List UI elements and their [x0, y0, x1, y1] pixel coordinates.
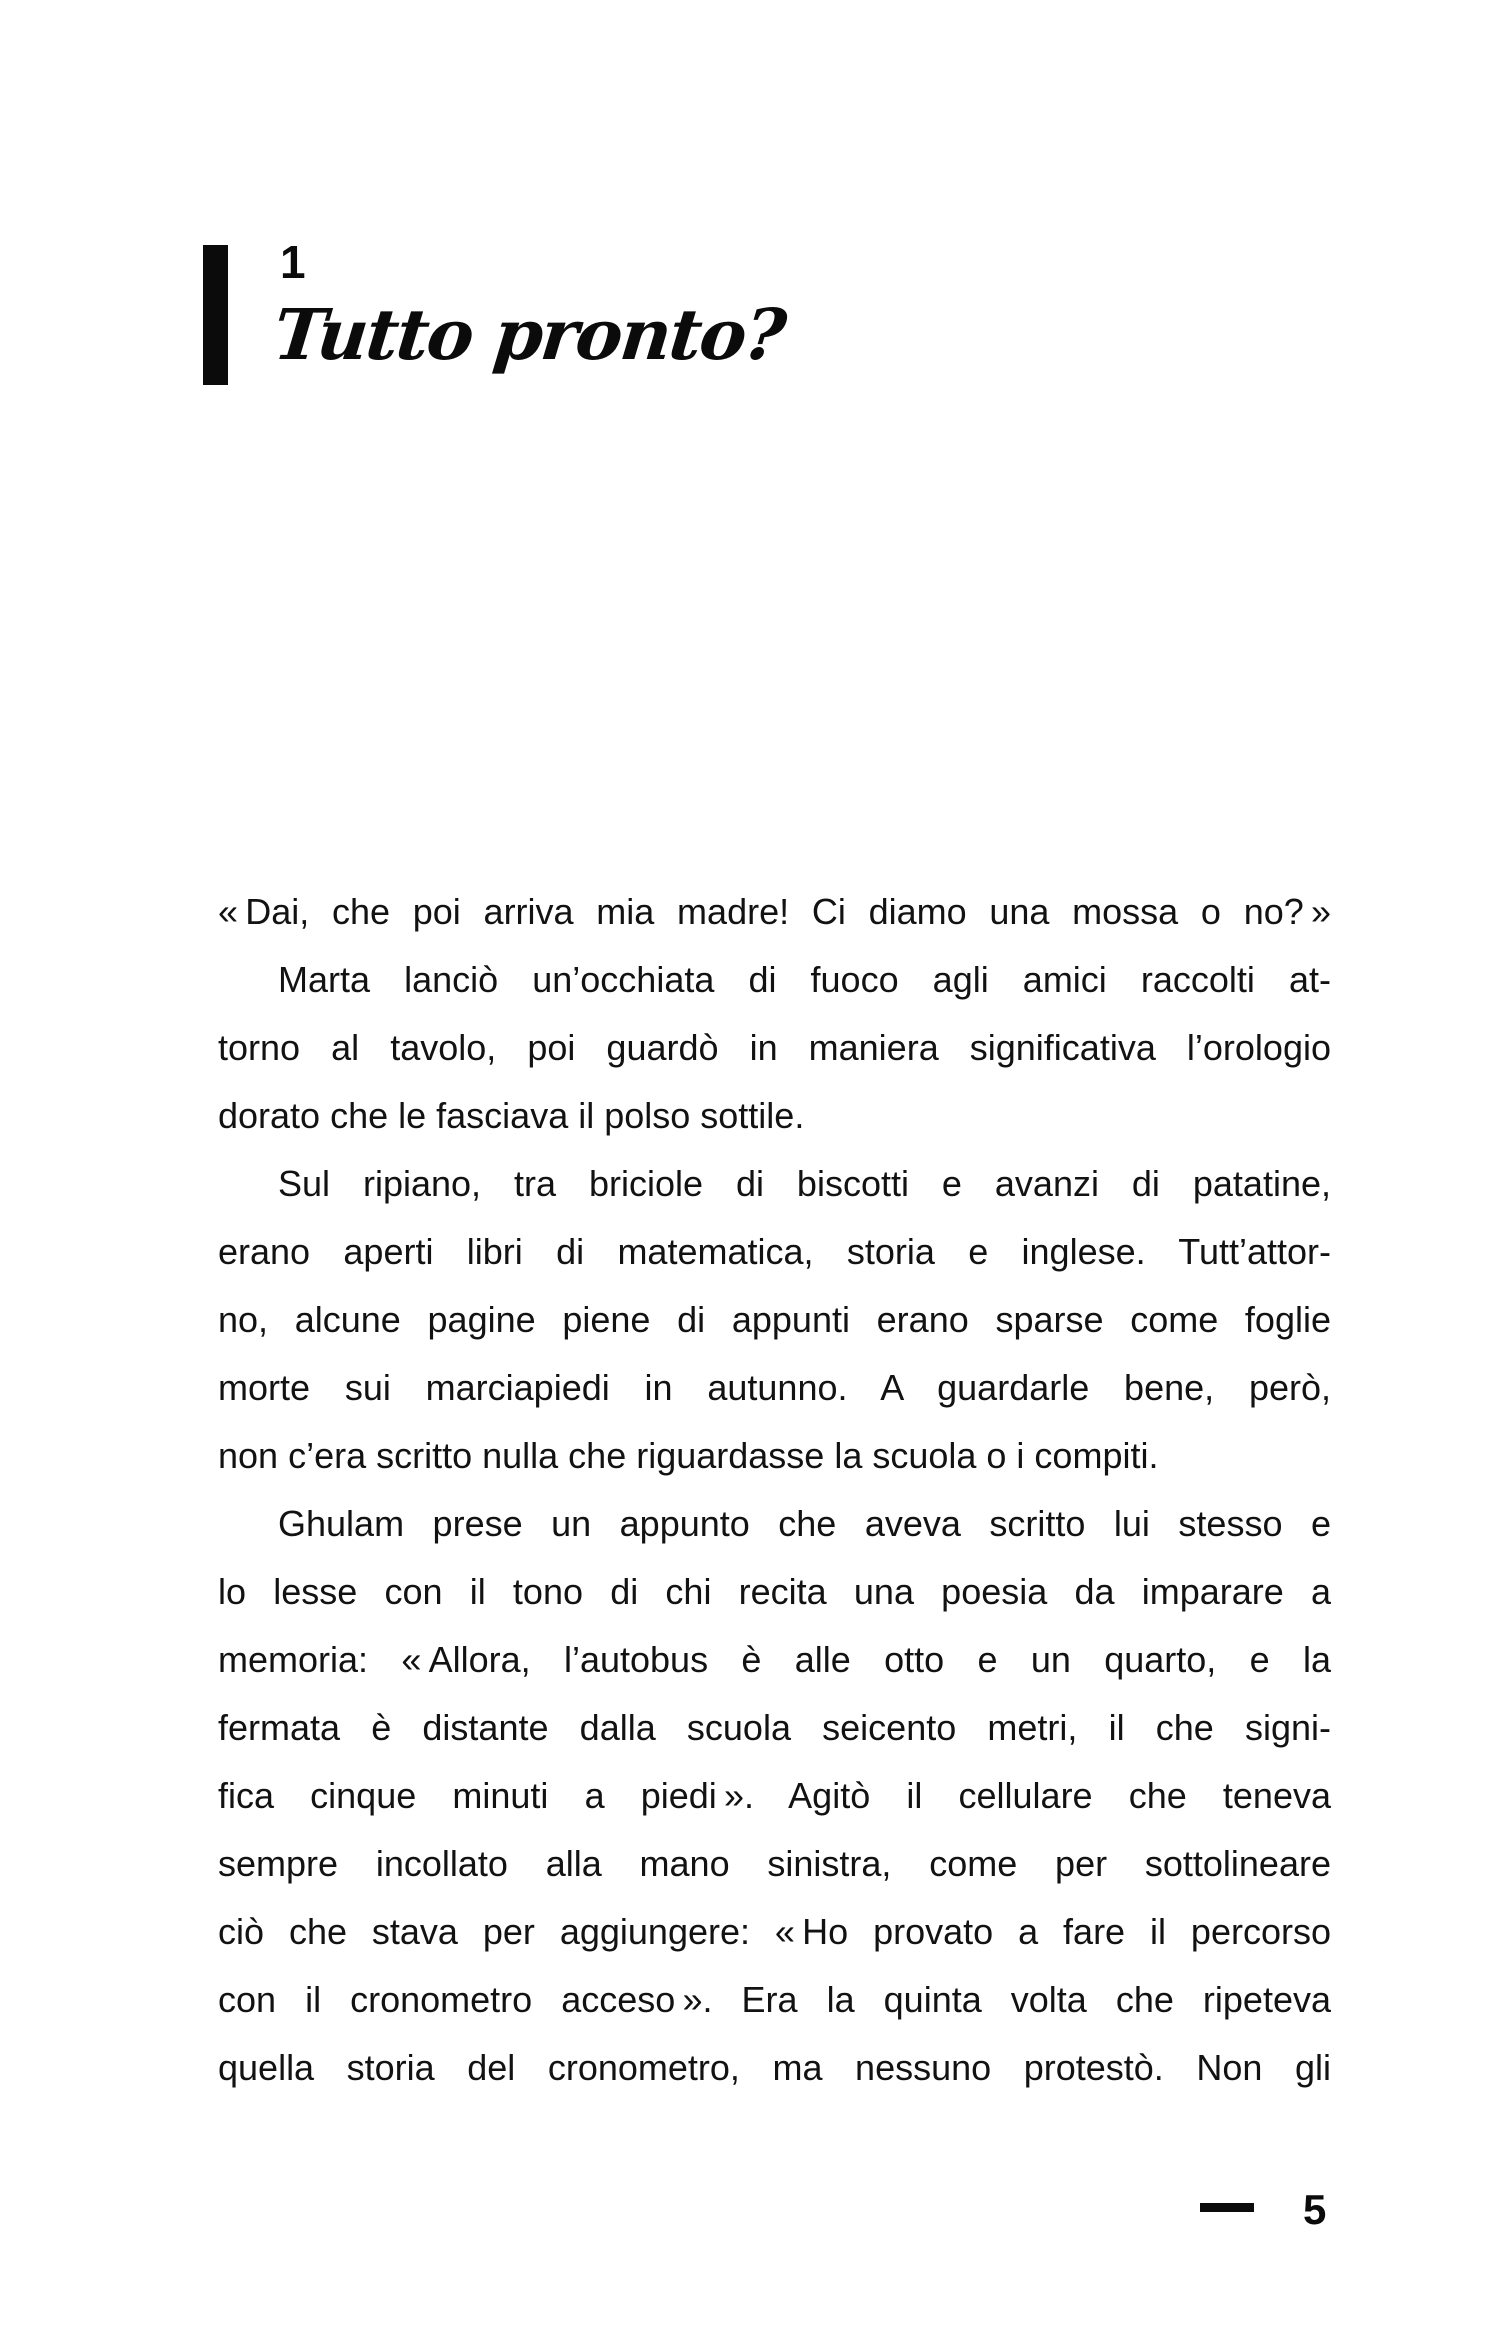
text-line: sempre incollato alla mano sinistra, come per sottolineare — [218, 1843, 1331, 1884]
text-line: ciò che stava per aggiungere: « Ho provato a fare il percorso — [218, 1911, 1331, 1952]
text-line: fica cinque minuti a piedi ». Agitò il cellulare che teneva — [218, 1775, 1331, 1816]
text-line: no, alcune pagine piene di appunti erano sparse come foglie — [218, 1299, 1331, 1340]
page-number: 5 — [1303, 2186, 1327, 2233]
paragraph — [218, 1150, 1331, 1490]
text-line: Marta lanciò un’occhiata di fuoco agli amici raccolti at- — [278, 959, 1331, 1000]
paragraph — [218, 1490, 1331, 2102]
text-line: « Dai, che poi arriva mia madre! Ci diamo una mossa o no? » — [218, 891, 1331, 932]
chapter-marker-bar — [203, 245, 228, 385]
text-line: lo lesse con il tono di chi recita una poesia da imparare a — [218, 1571, 1331, 1612]
paragraph — [218, 946, 1331, 1150]
text-line: memoria: « Allora, l’autobus è alle otto e un quarto, e la — [218, 1639, 1331, 1680]
body-text — [218, 878, 1331, 2102]
text-line: Ghulam prese un appunto che aveva scritto lui stesso e — [278, 1503, 1331, 1544]
text-line: Sul ripiano, tra briciole di biscotti e avanzi di patatine, — [278, 1163, 1331, 1204]
paragraph — [218, 878, 1331, 946]
text-line: fermata è distante dalla scuola seicento metri, il che signi- — [218, 1707, 1331, 1748]
footer-rule — [1200, 2203, 1254, 2212]
chapter-title: Tutto pronto? — [269, 293, 789, 376]
text-line: torno al tavolo, poi guardò in maniera significativa l’orologio — [218, 1027, 1331, 1068]
text-line: con il cronometro acceso ». Era la quinta volta che ripeteva — [218, 1979, 1331, 2020]
text-line: morte sui marciapiedi in autunno. A guardarle bene, però, — [218, 1367, 1331, 1408]
text-line: dorato che le fasciava il polso sottile. — [218, 1095, 805, 1136]
text-line: non c’era scritto nulla che riguardasse la scuola o i compiti. — [218, 1435, 1159, 1476]
text-line: quella storia del cronometro, ma nessuno protestò. Non gli — [218, 2047, 1331, 2088]
chapter-number: 1 — [280, 236, 306, 288]
text-line: erano aperti libri di matematica, storia e inglese. Tutt’attor- — [218, 1231, 1331, 1272]
